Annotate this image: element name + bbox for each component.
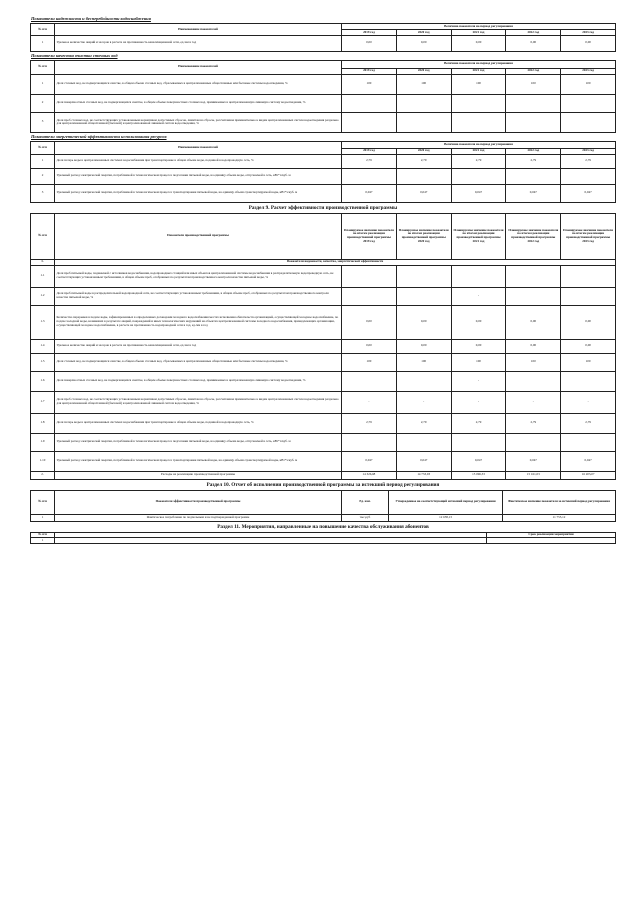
row-value bbox=[561, 287, 616, 305]
row-value: 0,047 bbox=[451, 451, 506, 471]
energy-title: Показатели энергетической эффективности использования ресурсов bbox=[31, 133, 167, 139]
year-header: Планируемое значение показателя по итогам реализации производственной программы 2022 год bbox=[506, 213, 561, 259]
col-num-header: № п/п bbox=[31, 60, 55, 74]
row-number: 1.10 bbox=[31, 451, 55, 471]
treatment-table bbox=[30, 60, 616, 133]
row-value: 15 161,03 bbox=[506, 471, 561, 479]
row-value bbox=[506, 433, 561, 451]
row-value bbox=[396, 371, 451, 391]
year-header: 2022 год bbox=[506, 68, 561, 74]
year-header: 2019 год bbox=[342, 30, 397, 36]
row-value: 100 bbox=[506, 74, 561, 94]
row-value bbox=[506, 112, 561, 132]
year-header: 2023 год bbox=[561, 148, 616, 154]
col-num-header: № п/п bbox=[31, 490, 55, 514]
year-header: 2023 год bbox=[561, 68, 616, 74]
row-label: Доля проб сточных вод, не соответствующих установленным нормативам допустимых сбросов, лимитам на сбросы, рассчитанная применительно к видам централизованных систем водоотведения раздельно для централизованной общесплавной (бытовой) и централизованной ливневой систем водоотведения, % bbox=[55, 112, 342, 132]
table-row bbox=[31, 413, 616, 433]
row-value: - bbox=[506, 391, 561, 413]
table-row bbox=[31, 339, 616, 353]
row-label: Удельный расход электрической энергии, потребляемой в технологическом процессе подготовки питьевой воды, на единицу объема воды, отпускаемой в сеть, кВт*ч/куб. м bbox=[55, 168, 342, 184]
table-row bbox=[31, 514, 616, 521]
row-number: 1. bbox=[31, 259, 55, 265]
year-header: 2019 год bbox=[342, 148, 397, 154]
table-row bbox=[31, 471, 616, 479]
row-label: Доля потерь воды в централизованных системах водоснабжения при транспортировке в общем объеме воды, поданной в водопроводную сеть, % bbox=[55, 154, 342, 168]
row-value: 2,79 bbox=[561, 154, 616, 168]
row-value: 0,00 bbox=[342, 35, 397, 51]
col-name-header: Показатели эффективности производственной программы bbox=[55, 490, 342, 514]
table-row bbox=[31, 433, 616, 451]
treatment-title: Показатели качества очистки сточных вод bbox=[31, 52, 118, 58]
section-9-title: Раздел 9. Расчет эффективности производственной программы bbox=[248, 204, 398, 211]
col-num-header: № п/п bbox=[31, 141, 55, 154]
year-header: 2022 год bbox=[506, 30, 561, 36]
table-row bbox=[31, 112, 616, 132]
row-value: 0,00 bbox=[561, 305, 616, 339]
row-value: 16 203,07 bbox=[561, 471, 616, 479]
row-value: - bbox=[561, 391, 616, 413]
row-value: 0,00 bbox=[506, 305, 561, 339]
row-value: 2,79 bbox=[396, 413, 451, 433]
period-header: Величина показателя на период регулирования bbox=[342, 24, 616, 30]
year-header: 2020 год bbox=[396, 30, 451, 36]
table-row bbox=[31, 74, 616, 94]
row-value bbox=[506, 168, 561, 184]
col-name-header: Показатели производственной программы bbox=[55, 213, 342, 259]
document-page bbox=[30, 16, 616, 544]
report-table bbox=[30, 490, 616, 522]
row-value: 0,047 bbox=[506, 451, 561, 471]
section-11-title: Раздел 11. Мероприятия, направленные на повышение качества обслуживания абонентов bbox=[217, 523, 429, 530]
row-number: 1 bbox=[31, 154, 55, 168]
row-value: 0,047 bbox=[506, 184, 561, 202]
row-label: Доля поверхностных сточных вод, не подвергающихся очистке, в общем объеме поверхностных сточных вод, принимаемых в централизованную ливневую систему водоотведения, % bbox=[55, 371, 342, 391]
row-number: 1.3 bbox=[31, 305, 55, 339]
row-number: 1.6 bbox=[31, 371, 55, 391]
row-number: 1.4 bbox=[31, 339, 55, 353]
row-number: 2 bbox=[31, 94, 55, 112]
row-value bbox=[506, 265, 561, 287]
row-value bbox=[451, 168, 506, 184]
year-header: 2020 год bbox=[396, 68, 451, 74]
year-header: 2022 год bbox=[506, 148, 561, 154]
row-number: 3 bbox=[31, 112, 55, 132]
table-row bbox=[31, 371, 616, 391]
row-value: 2,79 bbox=[506, 413, 561, 433]
row-value bbox=[396, 265, 451, 287]
row-value bbox=[342, 94, 397, 112]
row-number: 1 bbox=[31, 514, 55, 521]
row-value: 14 733,93 bbox=[396, 471, 451, 479]
table-row bbox=[31, 35, 616, 51]
section-10-title: Раздел 10. Отчет об исполнении производственной программы за истекший период регулирования bbox=[206, 481, 440, 488]
row-value: 0,00 bbox=[396, 339, 451, 353]
row-plan: 12 658,13 bbox=[389, 514, 503, 521]
row-value: 0,00 bbox=[451, 305, 506, 339]
col-num-header: № п/п bbox=[31, 532, 55, 538]
row-value bbox=[342, 433, 397, 451]
row-value: - bbox=[451, 391, 506, 413]
table-row bbox=[31, 391, 616, 413]
row-value: 0,047 bbox=[342, 451, 397, 471]
row-value: 100 bbox=[451, 74, 506, 94]
col-name-header: Наименование показателей bbox=[55, 141, 342, 154]
table-row bbox=[31, 94, 616, 112]
row-value: - bbox=[451, 371, 506, 391]
row-value: 100 bbox=[396, 353, 451, 371]
col-name-header: Наименование показателей bbox=[55, 24, 342, 36]
row-number: 1.7 bbox=[31, 391, 55, 413]
row-value: 100 bbox=[506, 353, 561, 371]
row-label: Удельный расход электрической энергии, потребляемой в технологическом процессе транспортировки питьевой воды, на единицу объема транспортируемой воды, кВт*ч/куб. м bbox=[55, 184, 342, 202]
row-value: 0,047 bbox=[396, 184, 451, 202]
year-header: 2021 год bbox=[451, 148, 506, 154]
row-value: 0,047 bbox=[451, 184, 506, 202]
col-term-header: Срок реализации мероприятия bbox=[487, 532, 616, 538]
row-value: 0,00 bbox=[506, 339, 561, 353]
row-label: Количество перерывов в подаче воды, зафиксированных в определенных договорами холодного водоснабжения местах исполнения обязательств организацией, осуществляющей холодное водоснабжение, по подаче холодной воды, возникших в результате аварий, повреждений и иных технологических нарушений на объектах централизованной системы холодного водоснабжения, принадлежащих организации, осуществляющей холодное водоснабжение, в расчете на протяженность водопроводной сети в год, ед./км в год bbox=[55, 305, 342, 339]
row-value: - bbox=[342, 391, 397, 413]
table-row bbox=[31, 451, 616, 471]
row-value bbox=[396, 112, 451, 132]
row-value: 0,00 bbox=[342, 305, 397, 339]
row-unit: тыс.руб bbox=[342, 514, 389, 521]
row-value bbox=[396, 94, 451, 112]
row-label: Доля потерь воды в централизованных системах водоснабжения при транспортировке в общем объеме воды, поданной в водопроводную сеть, % bbox=[55, 413, 342, 433]
row-label: Доля проб питьевой воды в распределительной водопроводной сети, не соответствующих установленным требованиям, в общем объеме проб, отобранных по результатам производственного контроля качества питьевой воды, % bbox=[55, 287, 342, 305]
table-row bbox=[31, 305, 616, 339]
col-num-header: № п/п bbox=[31, 24, 55, 36]
row-label: Доля поверхностных сточных вод, не подвергающихся очистке, в общем объеме поверхностных сточных вод, принимаемых в централизованную ливневую систему водоотведения, % bbox=[55, 94, 342, 112]
row-value: 0,00 bbox=[506, 35, 561, 51]
year-header: Планируемое значение показателя по итогам реализации производственной программы 2021 год bbox=[451, 213, 506, 259]
row-value bbox=[342, 371, 397, 391]
year-header: Планируемое значение показателя по итогам реализации производственной программы 2023 год bbox=[561, 213, 616, 259]
col-name-header: Наименование показателей bbox=[55, 60, 342, 74]
row-value bbox=[342, 287, 397, 305]
measures-table bbox=[30, 532, 616, 545]
row-label: Удельный расход электрической энергии, потребляемой в технологическом процессе транспортировки питьевой воды, на единицу объема транспортируемой воды, кВт*ч/куб. м bbox=[55, 451, 342, 471]
row-value: 2,79 bbox=[561, 413, 616, 433]
row-value: 100 bbox=[342, 353, 397, 371]
row-value bbox=[451, 265, 506, 287]
col-fact-header: Фактическое значение показателя за истекший период регулирования bbox=[503, 490, 616, 514]
row-value bbox=[451, 433, 506, 451]
row-value: 0,00 bbox=[561, 339, 616, 353]
reliability-title: Показатели надежности и бесперебойности водоснабжения bbox=[31, 16, 151, 21]
year-header: 2021 год bbox=[451, 30, 506, 36]
row-value: 0,00 bbox=[342, 339, 397, 353]
col-plan-header: Утвержденное на соответствующий истекший период регулирования bbox=[389, 490, 503, 514]
row-value bbox=[506, 371, 561, 391]
row-label: Удельное количество аварий и засоров в расчете на протяженность канализационной сети, ед./км в год bbox=[55, 35, 342, 51]
row-value bbox=[342, 265, 397, 287]
row-number: 3 bbox=[31, 184, 55, 202]
row-label: Удельный расход электрической энергии, потребляемой в технологическом процессе подготовки питьевой воды, на единицу объема воды, отпускаемой в сеть, кВт*ч/куб. м bbox=[55, 433, 342, 451]
row-number: 1 bbox=[31, 538, 55, 544]
row-value: 100 bbox=[396, 74, 451, 94]
row-value bbox=[451, 94, 506, 112]
year-header: 2023 год bbox=[561, 30, 616, 36]
row-value: 100 bbox=[342, 74, 397, 94]
row-number: 1.5 bbox=[31, 353, 55, 371]
row-value bbox=[561, 168, 616, 184]
table-row bbox=[31, 265, 616, 287]
col-unit-header: Ед. изм. bbox=[342, 490, 389, 514]
efficiency-table bbox=[30, 213, 616, 480]
year-header: Планируемое значение показателя по итогам реализации производственной программы 2019 год bbox=[342, 213, 397, 259]
row-value bbox=[396, 287, 451, 305]
year-header: 2021 год bbox=[451, 68, 506, 74]
row-value: 0,00 bbox=[451, 35, 506, 51]
energy-table bbox=[30, 141, 616, 203]
table-row bbox=[31, 168, 616, 184]
row-term bbox=[487, 538, 616, 544]
period-header: Величина показателя на период регулирования bbox=[342, 60, 616, 68]
row-value bbox=[396, 433, 451, 451]
row-value: 0,047 bbox=[561, 184, 616, 202]
year-header: Планируемое значение показателя по итогам реализации производственной программы 2020 год bbox=[396, 213, 451, 259]
row-value: 2,79 bbox=[451, 154, 506, 168]
row-value bbox=[561, 371, 616, 391]
row-value: 0,00 bbox=[561, 35, 616, 51]
row-value: 0,047 bbox=[342, 184, 397, 202]
table-row bbox=[31, 184, 616, 202]
row-label: Расходы на реализацию производственной программы bbox=[55, 471, 342, 479]
row-value: - bbox=[396, 391, 451, 413]
row-value: 2,79 bbox=[396, 154, 451, 168]
year-header: 2020 год bbox=[396, 148, 451, 154]
row-value bbox=[451, 112, 506, 132]
row-number: 1 bbox=[31, 35, 55, 51]
row-value bbox=[561, 265, 616, 287]
row-value: 100 bbox=[451, 353, 506, 371]
row-number: 1 bbox=[31, 74, 55, 94]
row-label: Фактическое потребление по подпольным и не подтвержденной программе bbox=[55, 514, 342, 521]
row-value bbox=[396, 168, 451, 184]
row-value bbox=[561, 94, 616, 112]
year-header: 2019 год bbox=[342, 68, 397, 74]
col-num-header: № п/п bbox=[31, 213, 55, 259]
row-value: 2,79 bbox=[506, 154, 561, 168]
row-value: 2,79 bbox=[342, 413, 397, 433]
row-value: - bbox=[451, 287, 506, 305]
reliability-table bbox=[30, 23, 616, 52]
table-row bbox=[31, 353, 616, 371]
row-number: 1.8 bbox=[31, 413, 55, 433]
table-row bbox=[31, 287, 616, 305]
row-value: 0,047 bbox=[396, 451, 451, 471]
row-label bbox=[55, 538, 487, 544]
row-value bbox=[506, 94, 561, 112]
row-number: 2. bbox=[31, 471, 55, 479]
row-label: Доля сточных вод, не подвергающихся очистке, в общем объеме сточных вод, сбрасываемых в централизованные общесплавные или бытовые системы водоотведения, % bbox=[55, 74, 342, 94]
row-number: 1.9 bbox=[31, 433, 55, 451]
row-value: 15 096,33 bbox=[451, 471, 506, 479]
row-label: Удельное количество аварий и засоров в расчете на протяженность канализационной сети, ед./км в год bbox=[55, 339, 342, 353]
row-fact: 11 755,12 bbox=[503, 514, 616, 521]
table-row bbox=[31, 154, 616, 168]
row-value bbox=[561, 112, 616, 132]
row-value: 0,00 bbox=[396, 35, 451, 51]
group-label: Показатели надежности, качества, энергетической эффективности bbox=[55, 259, 616, 265]
row-label: Доля проб сточных вод, не соответствующих установленным нормативам допустимых сбросов, лимитам на сбросы, рассчитанная применительно к видам централизованных систем водоотведения раздельно для централизованной общесплавной (бытовой) и централизованной ливневой систем водоотведения, % bbox=[55, 391, 342, 413]
row-value bbox=[342, 112, 397, 132]
row-value: 0,00 bbox=[451, 339, 506, 353]
row-value: 0,00 bbox=[396, 305, 451, 339]
row-value bbox=[561, 433, 616, 451]
row-label: Доля сточных вод, не подвергающихся очистке, в общем объеме сточных вод, сбрасываемых в централизованные общесплавные или бытовые системы водоотведения, % bbox=[55, 353, 342, 371]
row-label: Доля проб питьевой воды, подаваемой с источников водоснабжения, водопроводных станций или иных объектов централизованной системы водоснабжения в распределительную водопроводную сеть, не соответствующих установленным требованиям, в общем объеме проб, отобранных по результатам производственного контроля качества питьевой воды, % bbox=[55, 265, 342, 287]
row-number: 1.2 bbox=[31, 287, 55, 305]
row-value bbox=[506, 287, 561, 305]
period-header: Величина показателя на период регулирования bbox=[342, 141, 616, 148]
row-number: 2 bbox=[31, 168, 55, 184]
row-number: 1.1 bbox=[31, 265, 55, 287]
row-value: 14 326,68 bbox=[342, 471, 397, 479]
row-value bbox=[342, 168, 397, 184]
row-value: 2,79 bbox=[342, 154, 397, 168]
row-value: 100 bbox=[561, 353, 616, 371]
table-row bbox=[31, 538, 616, 544]
row-value: 100 bbox=[561, 74, 616, 94]
row-value: 0,047 bbox=[561, 451, 616, 471]
row-value: 2,79 bbox=[451, 413, 506, 433]
